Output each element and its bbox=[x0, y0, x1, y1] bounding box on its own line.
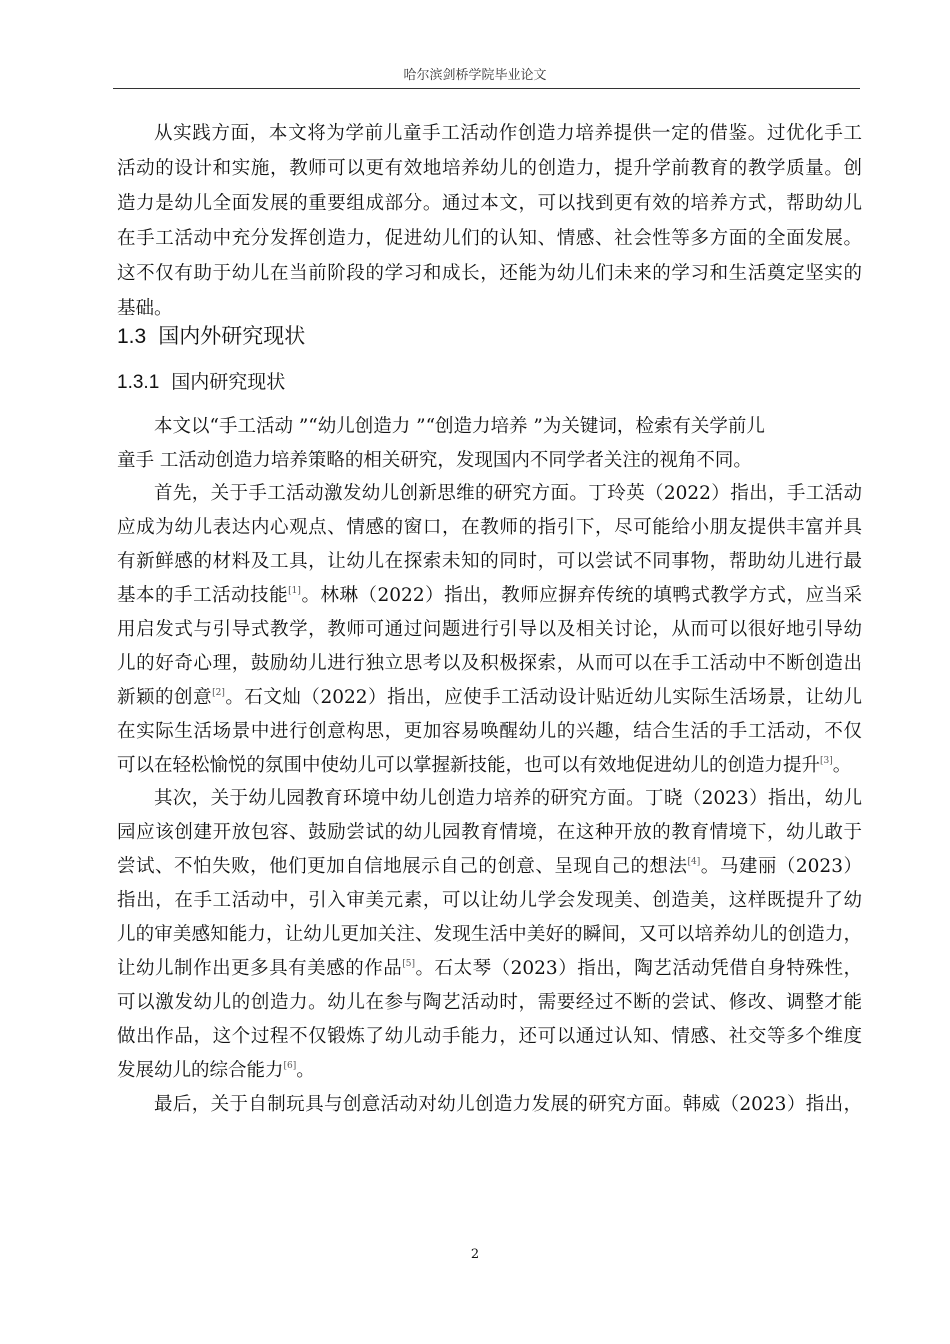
text-line bbox=[117, 681, 862, 715]
text-segment: 做出作品，这个过程不仅锻炼了幼儿动手能力，还可以通过认知、情感、社交等多个维度 bbox=[117, 1026, 862, 1047]
paragraph-practice-significance bbox=[117, 116, 862, 326]
text-segment: 有新鲜感的材料及工具，让幼儿在探索未知的同时，可以尝试不同事物，帮助幼儿进行最 bbox=[117, 551, 862, 572]
text-segment: 。马建丽（2023） bbox=[700, 856, 862, 877]
text-segment: 。 bbox=[832, 755, 852, 776]
paragraph-handcraft-creativity bbox=[117, 477, 862, 783]
text-segment: 最后，关于自制玩具与创意活动对幼儿创造力发展的研究方面。韩威（2023）指出， bbox=[154, 1094, 862, 1115]
text-segment: 尝试、不怕失败，他们更加自信地展示自己的创意、呈现自己的想法 bbox=[117, 856, 688, 877]
text-segment: 儿的好奇心理，鼓励幼儿进行独立思考以及积极探索，从而可以在手工活动中不断创造出 bbox=[117, 653, 862, 674]
text-segment: 可以在轻松愉悦的氛围中使幼儿可以掌握新技能，也可以有效地促进幼儿的创造力提升 bbox=[117, 755, 821, 776]
text-line bbox=[117, 952, 862, 986]
section-title: 国内外研究现状 bbox=[158, 325, 306, 348]
subsection-heading-1-3-1 bbox=[117, 365, 862, 401]
text-line bbox=[117, 256, 862, 291]
header-divider bbox=[113, 88, 860, 89]
citation-marker[interactable]: [5] bbox=[402, 959, 416, 969]
text-line bbox=[117, 477, 862, 511]
text-line bbox=[117, 186, 862, 221]
text-segment: 。林琳（2022）指出，教师应摒弃传统的填鸭式教学方式，应当采 bbox=[300, 585, 862, 606]
citation-marker[interactable]: [6] bbox=[283, 1061, 297, 1071]
text-line bbox=[117, 511, 862, 545]
text-segment: 基础。 bbox=[117, 298, 173, 319]
text-segment: 园应该创建开放包容、鼓励尝试的幼儿园教育情境，在这种开放的教育情境下，幼儿敢于 bbox=[117, 822, 862, 843]
citation-marker[interactable]: [3] bbox=[820, 756, 833, 766]
page-number: 2 bbox=[470, 1247, 480, 1262]
text-line bbox=[117, 151, 862, 186]
citation-marker[interactable]: [1] bbox=[288, 586, 301, 596]
text-line bbox=[117, 884, 862, 918]
text-segment: 其次，关于幼儿园教育环境中幼儿创造力培养的研究方面。丁晓（2023）指出，幼儿 bbox=[154, 788, 862, 809]
subsection-number: 1.3.1 bbox=[117, 372, 160, 393]
text-segment: 从实践方面，本文将为学前儿童手工活动作创造力培养提供一定的借鉴。过优化手工 bbox=[154, 123, 862, 144]
text-segment: 儿的审美感知能力，让幼儿更加关注、发现生活中美好的瞬间，又可以培养幼儿的创造力， bbox=[117, 924, 862, 945]
section-heading-1-3 bbox=[117, 319, 862, 355]
text-line bbox=[117, 749, 862, 783]
text-line bbox=[117, 410, 862, 444]
text-line bbox=[117, 986, 862, 1020]
text-segment: 指出，在手工活动中，引入审美元素，可以让幼儿学会发现美、创造美，这样既提升了幼 bbox=[117, 890, 862, 911]
paragraph-homemade-toys bbox=[117, 1088, 862, 1122]
text-line bbox=[117, 545, 862, 579]
text-segment: 新颖的创意 bbox=[117, 687, 213, 708]
text-segment: 让幼儿制作出更多具有美感的作品 bbox=[117, 958, 403, 979]
text-line bbox=[117, 1088, 862, 1122]
text-line bbox=[117, 579, 862, 613]
text-line bbox=[117, 715, 862, 749]
text-segment: 。石太琴（2023）指出，陶艺活动凭借自身特殊性， bbox=[415, 958, 862, 979]
text-segment: 发展幼儿的综合能力 bbox=[117, 1060, 284, 1081]
text-segment: 活动的设计和实施，教师可以更有效地培养幼儿的创造力，提升学前教育的教学质量。创 bbox=[117, 158, 862, 179]
text-segment: 在实际生活场景中进行创意构思，更加容易唤醒幼儿的兴趣，结合生活的手工活动，不仅 bbox=[117, 721, 862, 742]
text-line bbox=[117, 918, 862, 952]
text-segment: 基本的手工活动技能 bbox=[117, 585, 289, 606]
text-segment: 用启发式与引导式教学，教师可通过问题进行引导以及相关讨论，从而可以很好地引导幼 bbox=[117, 619, 862, 640]
paragraph-keywords bbox=[117, 410, 862, 478]
text-line bbox=[117, 221, 862, 256]
text-segment: 可以激发幼儿的创造力。幼儿在参与陶艺活动时，需要经过不断的尝试、修改、调整才能 bbox=[117, 992, 862, 1013]
subsection-title: 国内研究现状 bbox=[171, 372, 286, 393]
paragraph-kindergarten-environment bbox=[117, 782, 862, 1088]
text-segment: 应成为幼儿表达内心观点、情感的窗口，在教师的指引下，尽可能给小朋友提供丰富并具 bbox=[117, 517, 862, 538]
section-number: 1.3 bbox=[117, 325, 147, 348]
text-segment: 。 bbox=[296, 1060, 315, 1081]
text-segment: 首先，关于手工活动激发幼儿创新思维的研究方面。丁玲英（2022）指出，手工活动 bbox=[154, 483, 862, 504]
text-line bbox=[117, 613, 862, 647]
text-segment: 这不仅有助于幼儿在当前阶段的学习和成长，还能为幼儿们未来的学习和生活奠定坚实的 bbox=[117, 263, 862, 284]
text-segment: 在手工活动中充分发挥创造力，促进幼儿们的认知、情感、社会性等多方面的全面发展。 bbox=[117, 228, 862, 249]
text-line bbox=[117, 782, 862, 816]
citation-marker[interactable]: [4] bbox=[687, 857, 701, 867]
text-segment: 造力是幼儿全面发展的重要组成部分。通过本文，可以找到更有效的培养方式，帮助幼儿 bbox=[117, 193, 862, 214]
text-line bbox=[117, 816, 862, 850]
text-segment: 。石文灿（2022）指出，应使手工活动设计贴近幼儿实际生活场景，让幼儿 bbox=[224, 687, 862, 708]
text-line bbox=[117, 1020, 862, 1054]
page-header-title: 哈尔滨剑桥学院毕业论文 bbox=[403, 68, 547, 83]
text-line bbox=[117, 444, 862, 478]
text-line bbox=[117, 850, 862, 884]
text-line bbox=[117, 647, 862, 681]
text-line bbox=[117, 1054, 862, 1088]
citation-marker[interactable]: [2] bbox=[212, 688, 225, 698]
text-line bbox=[117, 116, 862, 151]
text-segment: 本文以“手工活动 ”“幼儿创造力 ”“创造力培养 ”为关键词，检索有关学前儿 bbox=[154, 416, 765, 437]
text-segment: 童手 工活动创造力培养策略的相关研究，发现国内不同学者关注的视角不同。 bbox=[117, 450, 752, 471]
